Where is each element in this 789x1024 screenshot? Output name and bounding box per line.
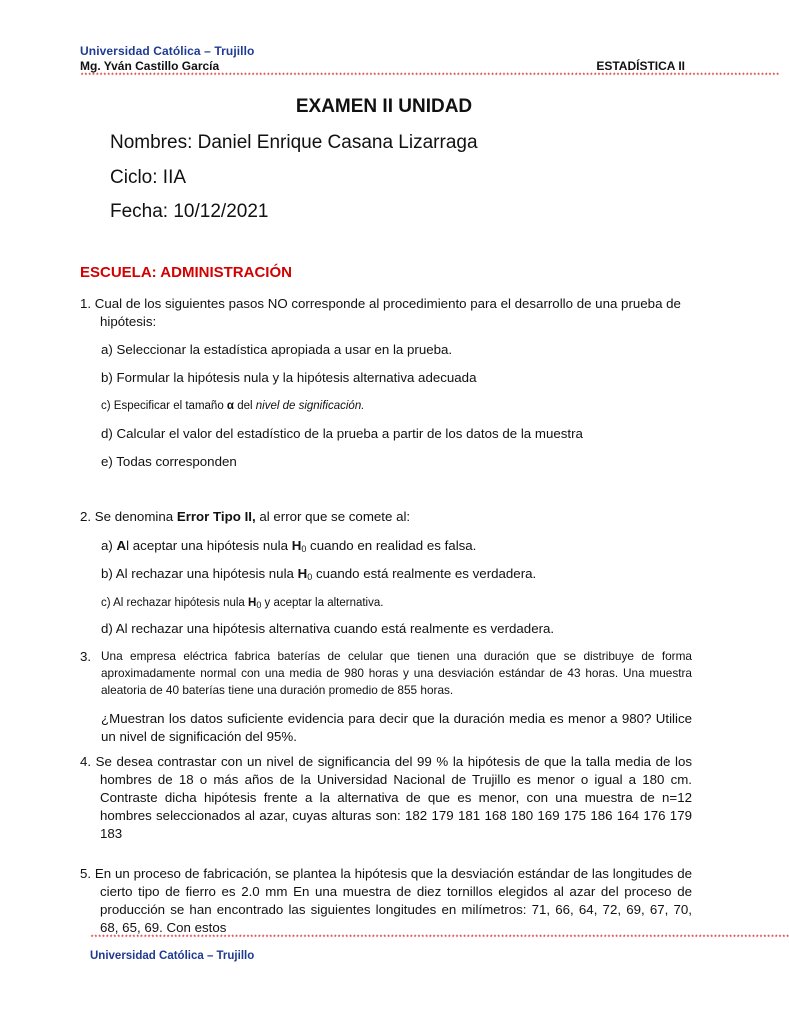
header-course: ESTADÍSTICA II (596, 59, 685, 73)
exam-title: EXAMEN II UNIDAD (295, 96, 473, 117)
question-2-option-b: b) Al rechazar una hipótesis nula $H_0$ cuando está realmente es verdadera. (101, 566, 537, 582)
question-4 (80, 753, 692, 843)
question-4-text: 4. Se desea contrastar con un nivel de significancia del 99 % la hipótesis de que la talla media de los hombres de 18 o más años de la Universidad Nacional de Trujillo es menor o igual a 180 cm. Contraste dicha hipótesis frente a la alternativa de que es menor, con una muestra de n=12 hombres seleccionados al azar, cuyas alturas son: 182 179 181 168 180 169 175 186 164 176 179 183 (80, 754, 692, 841)
student-name: Nombres: Daniel Enrique Casana Lizarraga (110, 132, 478, 153)
question-1-option-d: d) Calcular el valor del estadístico de la prueba a partir de los datos de la muestra (101, 426, 583, 441)
student-cycle: Ciclo: IIA (110, 167, 187, 188)
question-2-option-a: a) Al aceptar una hipótesis nula $H_0$ cuando en realidad es falsa. (101, 538, 477, 554)
question-2-text: 2. Se denomina Error Tipo II, al error que se comete al: (80, 509, 411, 524)
header-star-divider: **************************************************************************************************************************************************************************************** (80, 73, 780, 81)
question-1-option-c: c) Especificar el tamaño α del nivel de significación. (101, 400, 365, 412)
question-2-option-d: d) Al rechazar una hipótesis alternativa cuando está realmente es verdadera. (101, 621, 555, 636)
footer-star-divider: **************************************************************************************************************************************************************************************** (90, 935, 789, 943)
question-5-text: 5. En un proceso de fabricación, se plantea la hipótesis que la desviación estándar de las longitudes de cierto tipo de fierro es 2.0 mm En una muestra de diez tornillos elegidos al azar del proceso de producción se han encontrado las siguientes longitudes en milímetros: 71, 66, 64, 72, 69, 67, 70, 68, 65, 69. Con estos (80, 866, 692, 935)
header-university: Universidad Católica – Trujillo (80, 44, 255, 58)
question-3-ask: ¿Muestran los datos suficiente evidencia para decir que la duración media es menor a 980? Utilice un nivel de significación del 95%. (101, 711, 692, 744)
question-3-number: 3. (80, 649, 92, 664)
question-5 (80, 865, 692, 937)
question-3 (80, 648, 692, 699)
exam-date: Fecha: 10/12/2021 (110, 201, 269, 222)
question-1-option-b: b) Formular la hipótesis nula y la hipótesis alternativa adecuada (101, 370, 477, 385)
question-2-option-c: c) Al rechazar hipótesis nula $H_0$ y aceptar la alternativa. (101, 597, 384, 610)
question-1-option-a: a) Seleccionar la estadística apropiada a usar en la prueba. (101, 342, 453, 357)
question-1-option-e: e) Todas corresponden (101, 454, 237, 469)
error-type-ii: Error Tipo II, (176, 509, 256, 524)
footer-university: Universidad Católica – Trujillo (90, 950, 255, 962)
school-heading: ESCUELA: ADMINISTRACIÓN (80, 264, 292, 281)
header-professor: Mg. Yván Castillo García (80, 59, 220, 73)
question-1-text: 1. Cual de los siguientes pasos NO corresponde al procedimiento para el desarrollo de una prueba de hipótesis: (80, 296, 681, 329)
alpha-symbol: α (226, 400, 234, 412)
question-1 (80, 295, 692, 331)
question-3-text: Una empresa eléctrica fabrica baterías de celular que tienen una duración que se distribuye de forma aproximadamente normal con una media de 980 horas y una desviación estándar de 43 horas. Una muestra aleatoria de 40 baterías tiene una duración promedio de 855 horas. (101, 649, 692, 697)
